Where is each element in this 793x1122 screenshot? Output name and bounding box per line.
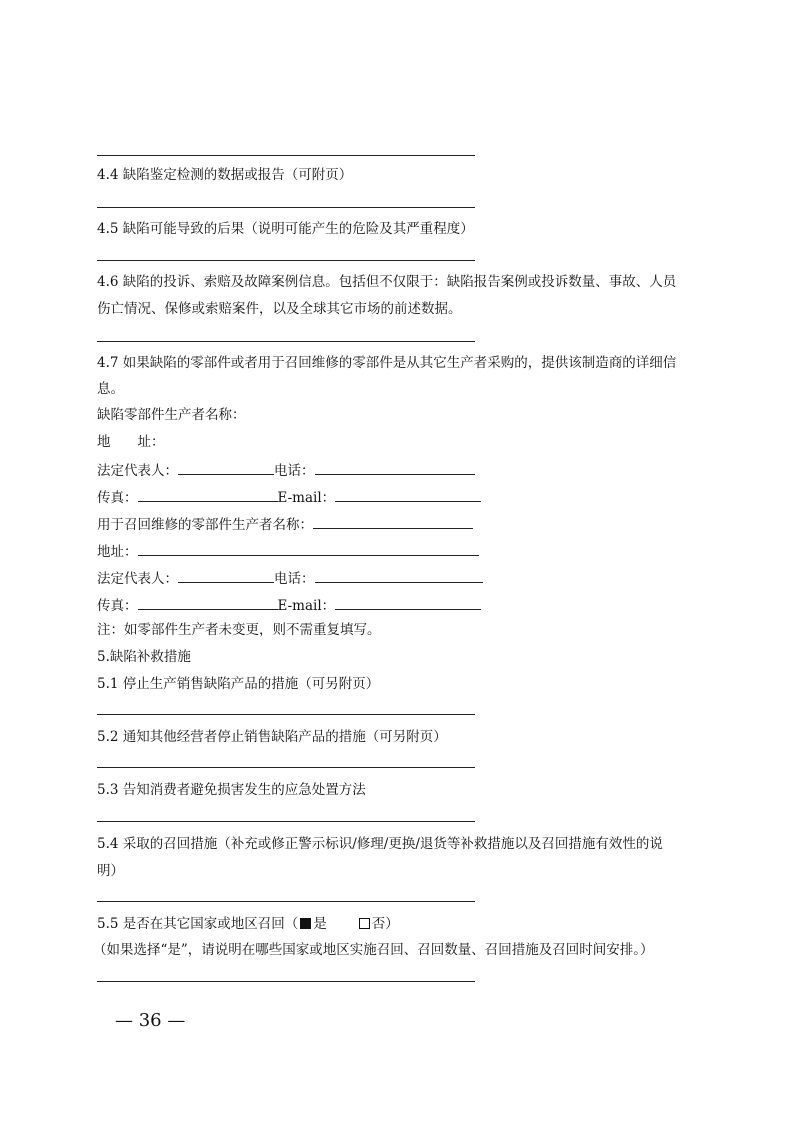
item-5-3: 5.3 告知消费者避免损害发生的应急处置方法 <box>97 782 366 798</box>
supplier1-rep-field[interactable] <box>178 460 274 475</box>
answer-line-5-2[interactable] <box>97 767 475 768</box>
supplier2-phone-label: 电话： <box>274 571 315 587</box>
answer-line-4-6[interactable] <box>97 341 475 342</box>
supplier1-phone-label: 电话： <box>274 463 315 479</box>
supplier2-fax-label: 传真： <box>97 598 138 614</box>
supplier2-name-field[interactable] <box>313 514 473 529</box>
supplier1-address-label: 地 址： <box>97 434 165 450</box>
yes-label: 是 <box>313 916 327 932</box>
answer-line-5-5[interactable] <box>97 981 475 982</box>
item-4-4: 4.4 缺陷鉴定检测的数据或报告（可附页） <box>97 167 353 183</box>
page-number: — 36 — <box>115 1010 186 1031</box>
supplier1-rep-row <box>97 460 475 480</box>
item-4-6-line1: 4.6 缺陷的投诉、索赔及故障案例信息。包括但不仅限于：缺陷报告案例或投诉数量、事故、人员 <box>97 274 677 290</box>
supplier2-phone-field[interactable] <box>315 568 483 583</box>
answer-line-4-5[interactable] <box>97 260 475 261</box>
item-4-7-line1: 4.7 如果缺陷的零部件或者用于召回维修的零部件是从其它生产者采购的，提供该制造商的详细信 <box>97 355 677 371</box>
item-4-5: 4.5 缺陷可能导致的后果（说明可能产生的危险及其严重程度） <box>97 221 474 237</box>
answer-line-5-4[interactable] <box>97 901 475 902</box>
supplier1-fax-label: 传真： <box>97 490 138 506</box>
answer-line-4-4[interactable] <box>97 207 475 208</box>
item-5-5-note: （如果选择“是”，请说明在哪些国家或地区实施召回、召回数量、召回措施及召回时间安排。） <box>93 942 654 958</box>
item-5-5-prefix: 5.5 是否在其它国家或地区召回（ <box>97 916 299 932</box>
supplier2-address-field[interactable] <box>138 541 479 556</box>
answer-line-5-1[interactable] <box>97 714 475 715</box>
supplier2-email-label: E-mail： <box>277 598 336 614</box>
supplier1-rep-label: 法定代表人： <box>97 463 178 479</box>
item-4-7-line2: 息。 <box>97 381 124 397</box>
supplier1-email-label: E-mail： <box>277 490 336 506</box>
supplier1-name-label: 缺陷零部件生产者名称： <box>97 407 246 423</box>
supplier2-name-row <box>97 514 473 534</box>
item-5-5 <box>97 915 399 933</box>
item-5-1: 5.1 停止生产销售缺陷产品的措施（可另附页） <box>97 676 380 692</box>
supplier1-email-field[interactable] <box>335 487 481 502</box>
no-label: 否） <box>371 916 399 932</box>
item-4-6-line2: 伤亡情况、保修或索赔案件，以及全球其它市场的前述数据。 <box>97 301 462 317</box>
supplier2-rep-field[interactable] <box>178 568 274 583</box>
yes-checkbox[interactable] <box>300 918 311 929</box>
no-checkbox[interactable] <box>359 918 370 929</box>
supplier2-address-row <box>97 541 479 561</box>
supplier2-rep-row <box>97 568 483 588</box>
supplier2-email-field[interactable] <box>335 595 481 610</box>
section-5-title: 5.缺陷补救措施 <box>97 649 191 665</box>
answer-line-5-3[interactable] <box>97 821 475 822</box>
item-5-4-line1: 5.4 采取的召回措施（补充或修正警示标识/修理/更换/退货等补救措施以及召回措施有效性的说 <box>97 836 663 852</box>
supplier1-phone-field[interactable] <box>315 460 475 475</box>
supplier2-name-label: 用于召回维修的零部件生产者名称： <box>97 517 313 533</box>
item-5-4-line2: 明） <box>97 863 124 879</box>
supplier2-fax-field[interactable] <box>138 595 278 610</box>
supplier2-fax-row <box>97 595 481 615</box>
supplier2-rep-label: 法定代表人： <box>97 571 178 587</box>
supplier1-fax-field[interactable] <box>138 487 278 502</box>
note: 注：如零部件生产者未变更，则不需重复填写。 <box>97 622 381 638</box>
item-5-2: 5.2 通知其他经营者停止销售缺陷产品的措施（可另附页） <box>97 729 447 745</box>
supplier1-fax-row <box>97 487 481 507</box>
supplier2-address-label: 地址： <box>97 544 138 560</box>
answer-line-4-3[interactable] <box>97 155 475 156</box>
